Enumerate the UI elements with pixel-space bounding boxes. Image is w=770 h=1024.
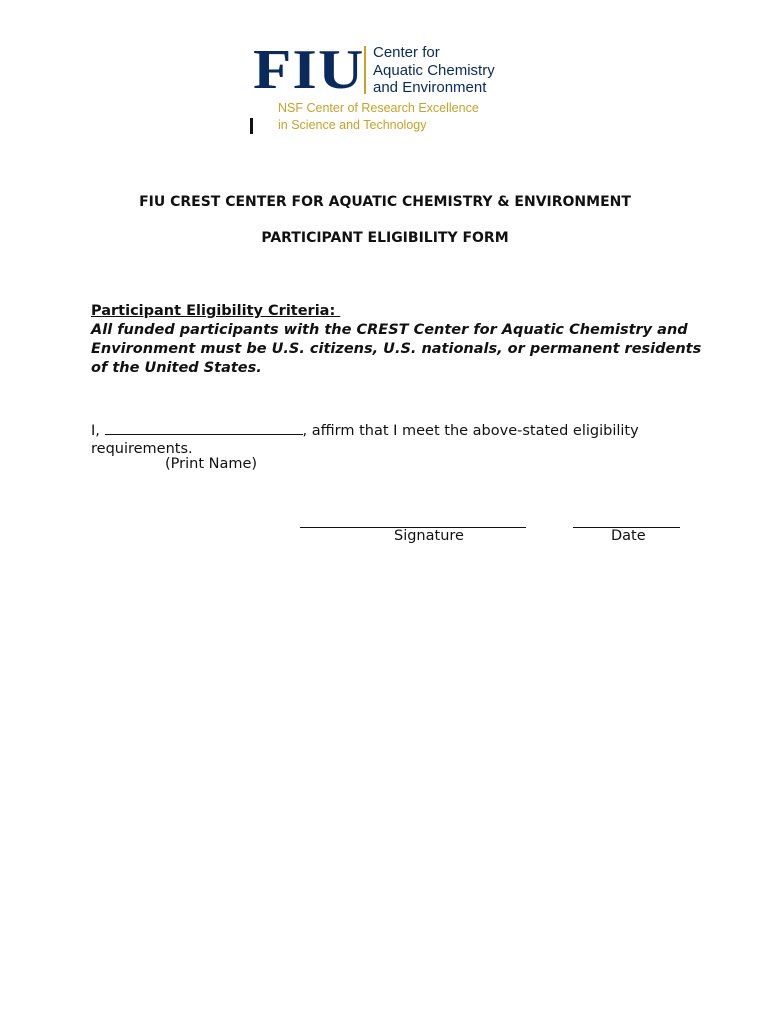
eligibility-criteria-section bbox=[91, 302, 711, 378]
date-label: Date bbox=[611, 528, 646, 544]
form-title: PARTICIPANT ELIGIBILITY FORM bbox=[261, 230, 509, 246]
logo-center-name bbox=[373, 44, 495, 97]
logo-center-line: Center for bbox=[373, 44, 440, 61]
criteria-heading: Participant Eligibility Criteria: bbox=[91, 303, 341, 319]
signature-label: Signature bbox=[394, 528, 464, 544]
criteria-body: All funded participants with the CREST Center for Aquatic Chemistry and Environment must be U.S. citizens, U.S. nationals, or permanent residents of the United States. bbox=[91, 322, 702, 376]
affirmation-statement bbox=[91, 420, 691, 458]
fiu-logo-mark: FIU bbox=[253, 39, 365, 101]
fiu-crest-logo bbox=[253, 39, 533, 140]
print-name-blank[interactable] bbox=[105, 420, 303, 435]
logo-divider bbox=[364, 46, 366, 94]
print-name-label: (Print Name) bbox=[165, 456, 258, 472]
logo-nsf-line: NSF Center of Research Excellence bbox=[278, 101, 479, 115]
affirmation-prefix: I, bbox=[91, 423, 105, 439]
logo-nsf-tagline bbox=[278, 100, 479, 133]
document-title: FIU CREST CENTER FOR AQUATIC CHEMISTRY & ENVIRONMENT bbox=[139, 194, 631, 210]
logo-center-line: and Environment bbox=[373, 79, 487, 96]
affirmation-suffix: , affirm that I meet the above-stated eligibility requirements. bbox=[91, 423, 639, 457]
text-cursor-mark bbox=[250, 118, 253, 134]
logo-center-line: Aquatic Chemistry bbox=[373, 61, 495, 79]
logo-nsf-line: in Science and Technology bbox=[278, 117, 427, 132]
